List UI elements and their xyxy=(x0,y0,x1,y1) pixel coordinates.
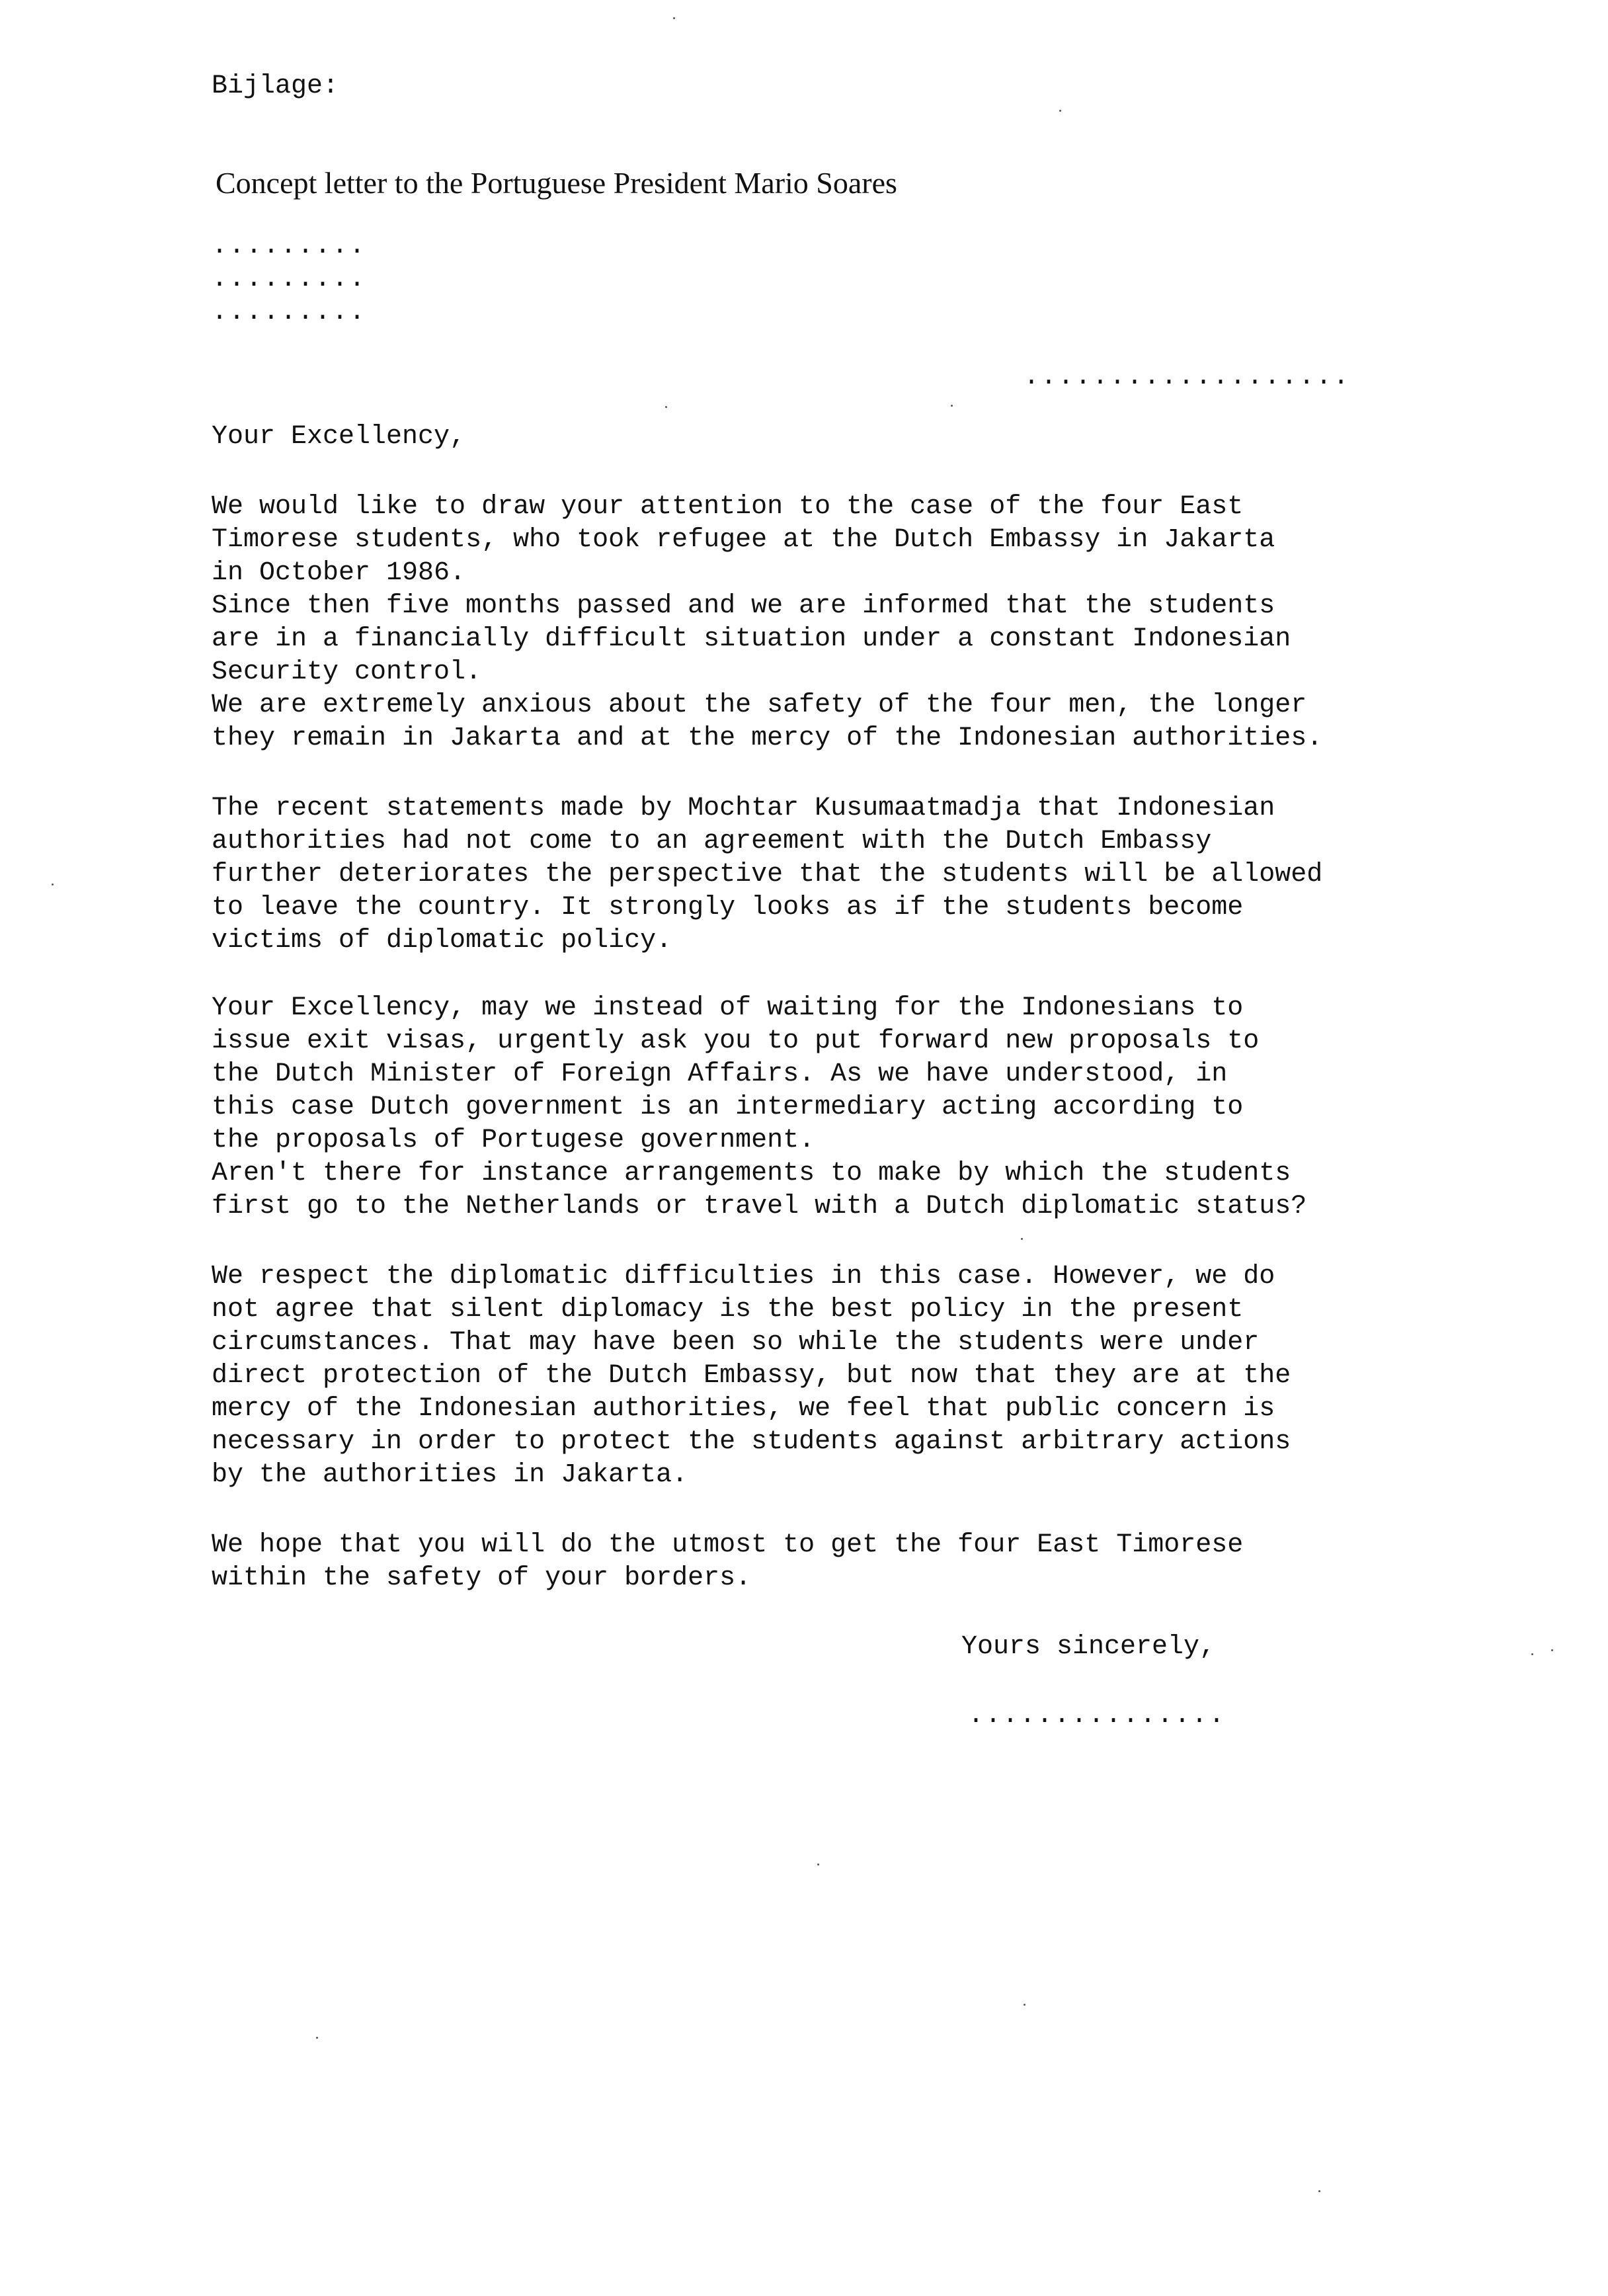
attachment-label: Bijlage: xyxy=(212,71,339,101)
letter-title: Concept letter to the Portuguese President Mario Soares xyxy=(216,166,897,200)
paragraph-line: Your Excellency, may we instead of waiting for the Indonesians to xyxy=(212,993,1244,1023)
paragraph-line: by the authorities in Jakarta. xyxy=(212,1460,688,1490)
scan-speck xyxy=(951,405,953,407)
paragraph-students-case xyxy=(212,491,1322,755)
address-line-2: ......... xyxy=(212,265,367,294)
paragraph-line: Since then five months passed and we are informed that the students xyxy=(212,591,1275,621)
paragraph-line: Aren't there for instance arrangements to make by which the students xyxy=(212,1159,1291,1188)
paragraph-line: We are extremely anxious about the safety of the four men, the longer xyxy=(212,690,1307,720)
paragraph-line: are in a financially difficult situation under a constant Indonesian xyxy=(212,624,1291,654)
scan-speck xyxy=(1021,1238,1023,1240)
paragraph-line: Timorese students, who took refugee at the Dutch Embassy in Jakarta xyxy=(212,525,1275,555)
paragraph-line: they remain in Jakarta and at the mercy of the Indonesian authorities. xyxy=(212,723,1323,753)
paragraph-line: authorities had not come to an agreement with the Dutch Embassy xyxy=(212,827,1212,856)
paragraph-line: The recent statements made by Mochtar Kusumaatmadja that Indonesian xyxy=(212,794,1275,823)
paragraph-line: victims of diplomatic policy. xyxy=(212,926,672,956)
address-line-3: ......... xyxy=(212,298,367,327)
paragraph-line: We respect the diplomatic difficulties in this case. However, we do xyxy=(212,1262,1275,1292)
paragraph-line: We would like to draw your attention to the case of the four East xyxy=(212,492,1244,522)
scan-speck xyxy=(673,17,675,19)
scan-speck xyxy=(316,2037,318,2039)
paragraph-line: the proposals of Portugese government. xyxy=(212,1126,815,1155)
scan-speck xyxy=(1318,2190,1320,2192)
paragraph-hope xyxy=(212,1529,1243,1595)
signature-placeholder: ............... xyxy=(968,1701,1226,1731)
salutation: Your Excellency, xyxy=(212,422,466,452)
paragraph-line: mercy of the Indonesian authorities, we feel that public concern is xyxy=(212,1394,1275,1424)
paragraph-line: necessary in order to protect the students against arbitrary actions xyxy=(212,1427,1291,1457)
paragraph-line: to leave the country. It strongly looks as if the students become xyxy=(212,893,1244,922)
scan-speck xyxy=(1531,1653,1533,1655)
paragraph-line: in October 1986. xyxy=(212,558,466,588)
paragraph-line: direct protection of the Dutch Embassy, but now that they are at the xyxy=(212,1361,1291,1391)
date-placeholder: ................... xyxy=(1024,362,1351,392)
paragraph-recent-statements xyxy=(212,792,1322,958)
paragraph-line: not agree that silent diplomacy is the best policy in the present xyxy=(212,1295,1244,1325)
paragraph-line: first go to the Netherlands or travel with a Dutch diplomatic status? xyxy=(212,1192,1307,1221)
paragraph-line: circumstances. That may have been so while the students were under xyxy=(212,1328,1260,1358)
scan-speck xyxy=(52,883,54,885)
paragraph-diplomacy xyxy=(212,1260,1291,1492)
scan-speck xyxy=(665,406,667,408)
paragraph-line: Security control. xyxy=(212,657,482,687)
address-line-1: ......... xyxy=(212,231,367,261)
paragraph-request xyxy=(212,992,1306,1223)
paragraph-line: the Dutch Minister of Foreign Affairs. As we have understood, in xyxy=(212,1059,1228,1089)
paragraph-line: We hope that you will do the utmost to get the four East Timorese xyxy=(212,1530,1244,1560)
paragraph-line: within the safety of your borders. xyxy=(212,1563,752,1593)
scan-speck xyxy=(1551,1649,1553,1651)
paragraph-line: further deteriorates the perspective that the students will be allowed xyxy=(212,860,1323,889)
scan-speck xyxy=(1024,2004,1025,2006)
closing: Yours sincerely, xyxy=(961,1632,1216,1662)
paragraph-line: issue exit visas, urgently ask you to put forward new proposals to xyxy=(212,1026,1260,1056)
scan-speck xyxy=(817,1864,819,1866)
scan-speck xyxy=(1059,110,1061,112)
paragraph-line: this case Dutch government is an intermediary acting according to xyxy=(212,1092,1244,1122)
